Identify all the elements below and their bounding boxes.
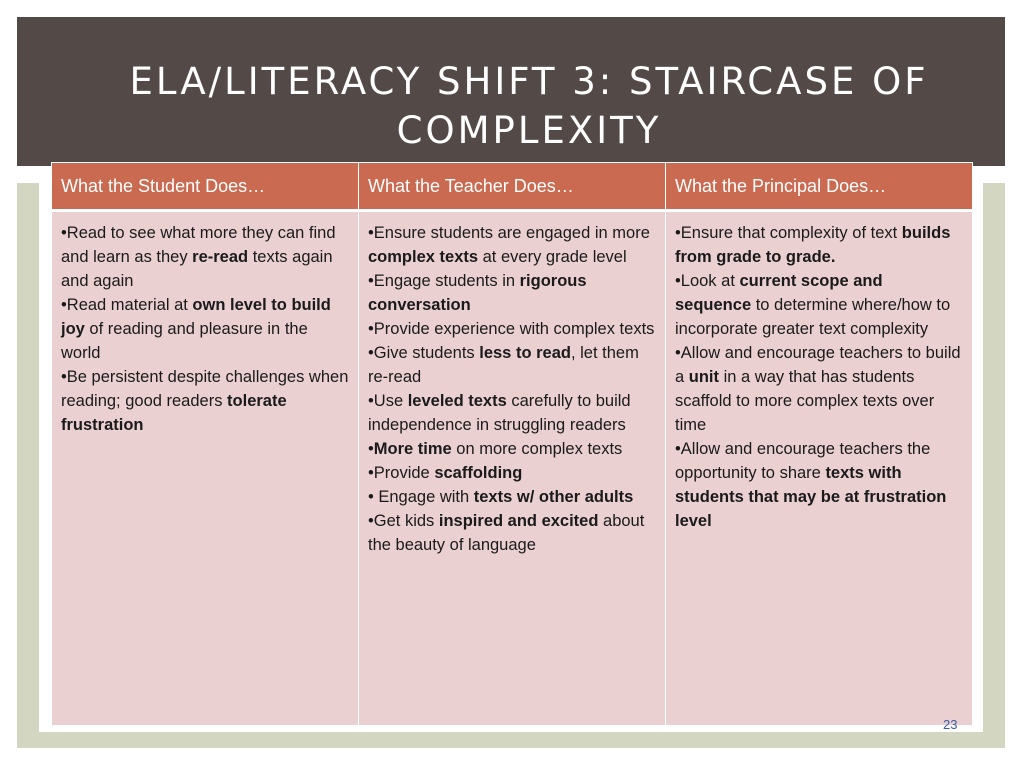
bold-phrase: tolerate frustration [61, 392, 287, 434]
teacher-cell [359, 211, 666, 726]
text-run: •Use [368, 392, 408, 410]
list-item [368, 461, 656, 485]
text-run: •Get kids [368, 512, 439, 530]
text-run: •Ensure students are engaged in more [368, 224, 650, 242]
title-band [17, 17, 1005, 166]
list-item [61, 293, 349, 365]
text-run: •Provide experience with complex texts [368, 320, 655, 338]
list-item [368, 221, 656, 269]
text-run: carefully to build independence in struggling readers [368, 392, 631, 434]
list-item [675, 437, 963, 533]
bold-phrase: less to read [479, 344, 571, 362]
principal-cell [666, 211, 973, 726]
bold-phrase: current scope and sequence [675, 272, 883, 314]
text-run: •Allow and encourage teachers the opportunity to share [675, 440, 931, 482]
text-run: • [368, 440, 374, 458]
bold-phrase: builds from grade to grade. [675, 224, 951, 266]
list-item [368, 389, 656, 437]
bold-phrase: unit [688, 368, 720, 386]
text-run: to determine where/how to incorporate greater text complexity [675, 296, 951, 338]
list-item [368, 269, 656, 317]
list-item [368, 509, 656, 557]
list-item [675, 221, 963, 269]
table-header-row [52, 163, 973, 211]
text-run: •Ensure that complexity of text [675, 224, 902, 242]
bold-phrase: scaffolding [434, 464, 523, 482]
text-run: about the beauty of language [368, 512, 645, 554]
list-item [368, 437, 656, 461]
text-run: at every grade level [478, 248, 627, 266]
teacher-list [368, 221, 656, 557]
text-run: •Give students [368, 344, 480, 362]
table-body-row [52, 211, 973, 726]
text-run: in a way that has students scaffold to more complex texts over time [675, 368, 935, 434]
list-item [368, 341, 656, 389]
list-item [368, 485, 656, 509]
bold-phrase: complex texts [368, 248, 479, 266]
text-run: •Engage students in [368, 272, 520, 290]
page-number: 23 [943, 717, 958, 732]
header-principal: What the Principal Does… [666, 163, 973, 211]
responsibilities-table-container [51, 162, 973, 726]
text-run: • Engage with [368, 488, 474, 506]
header-teacher: What the Teacher Does… [359, 163, 666, 211]
text-run: , let them re-read [368, 344, 639, 386]
text-run: on more complex texts [451, 440, 623, 458]
principal-list [675, 221, 963, 533]
text-run: •Read material at [61, 296, 193, 314]
text-run: •Be persistent despite challenges when reading; good readers [61, 368, 349, 410]
text-run: of reading and pleasure in the world [61, 320, 308, 362]
bold-phrase: leveled texts [407, 392, 507, 410]
bold-phrase: inspired and excited [438, 512, 599, 530]
bold-phrase: rigorous conversation [368, 272, 587, 314]
bold-phrase: More time [373, 440, 452, 458]
responsibilities-table [51, 162, 973, 726]
bold-phrase: re-read [192, 248, 249, 266]
bold-phrase: own level to build joy [61, 296, 331, 338]
student-list [61, 221, 349, 437]
slide-title: ELA/LITERACY SHIFT 3: STAIRCASE OF COMPLEXITY [129, 60, 929, 152]
list-item [61, 365, 349, 437]
header-student: What the Student Does… [52, 163, 359, 211]
text-run: •Allow and encourage teachers to build a [675, 344, 961, 386]
list-item [61, 221, 349, 293]
text-run: •Provide [368, 464, 435, 482]
list-item [675, 341, 963, 437]
list-item [368, 317, 656, 341]
bold-phrase: texts with students that may be at frustration level [675, 464, 947, 530]
bold-phrase: texts w/ other adults [473, 488, 634, 506]
text-run: •Look at [675, 272, 740, 290]
student-cell [52, 211, 359, 726]
list-item [675, 269, 963, 341]
text-run: texts again and again [61, 248, 333, 290]
text-run: •Read to see what more they can find and learn as they [61, 224, 336, 266]
